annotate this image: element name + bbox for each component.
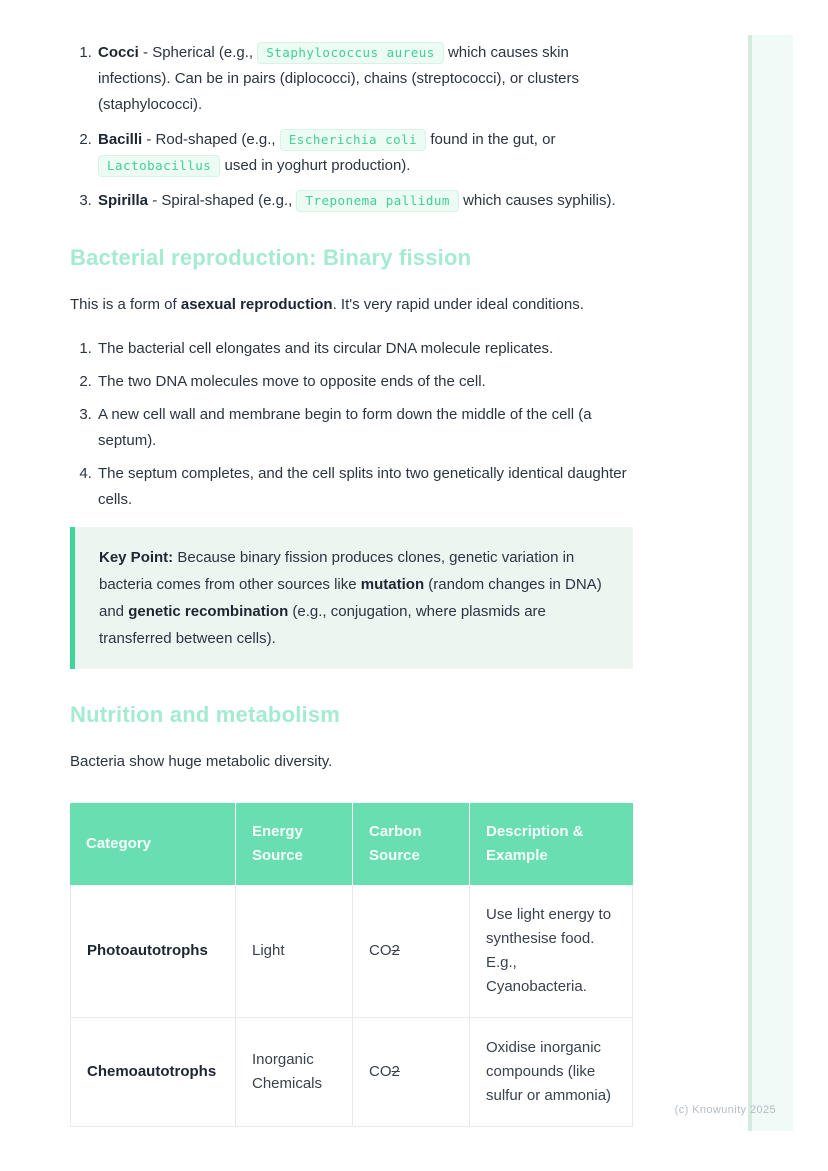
table-row <box>70 1018 633 1127</box>
binary-fission-intro: This is a form of asexual reproduction. It's very rapid under ideal conditions. <box>70 296 584 313</box>
bold-text: Chemoautotrophs <box>87 1063 217 1080</box>
bacteria-shapes-list <box>70 40 633 214</box>
strikethrough-text: 2 <box>391 1063 400 1080</box>
bold-text: asexual reproduction <box>180 296 333 313</box>
table-cell: Light <box>236 885 353 1018</box>
callout-text: Key Point: Because binary fission produces clones, genetic variation in bacteria comes from other sources like mutation (random changes in DNA) and genetic recombination (e.g., conjugation, where plasmids are transferred between cells). <box>99 549 602 647</box>
bold-text: Cocci <box>98 44 139 61</box>
list-item: 1. Cocci - Spherical (e.g., Staphylococcus aureus which causes skin infections). Can be in pairs (diplococci), chains (streptococci), or clusters (staphylococci). <box>96 40 633 118</box>
bold-text: Bacilli <box>98 131 143 148</box>
table-cell: Use light energy to synthesise food. E.g., Cyanobacteria. <box>470 885 633 1018</box>
table-header-cell: Description & Example <box>470 803 633 885</box>
inline-code-badge: Lactobacillus <box>98 155 220 177</box>
heading-nutrition-metabolism: Nutrition and metabolism <box>70 702 341 727</box>
bold-text: Spirilla <box>98 192 149 209</box>
bold-text: genetic recombination <box>128 603 289 620</box>
nutrition-intro: Bacteria show huge metabolic diversity. <box>70 753 333 770</box>
copyright-watermark: (c) Knowunity 2025 <box>674 1104 776 1116</box>
table-header-cell: Carbon Source <box>353 803 470 885</box>
inline-code-badge: Staphylococcus aureus <box>257 42 444 64</box>
table-header-cell: Category <box>70 803 236 885</box>
table-cell: CO2 <box>353 885 470 1018</box>
table-row <box>70 885 633 1018</box>
document-content <box>70 40 633 1127</box>
list-item: 3. Spirilla - Spiral-shaped (e.g., Treponema pallidum which causes syphilis). <box>96 188 633 214</box>
bold-text: Key Point: <box>99 549 174 566</box>
table-cell: Inorganic Chemicals <box>236 1018 353 1127</box>
list-item: 4. The septum completes, and the cell splits into two genetically identical daughter cells. <box>96 461 633 513</box>
list-item: 2. Bacilli - Rod-shaped (e.g., Escherichia coli found in the gut, or Lactobacillus used in yoghurt production). <box>96 127 633 179</box>
table-header-cell: Energy Source <box>236 803 353 885</box>
scroll-indicator[interactable] <box>748 35 793 1131</box>
list-item: 1. The bacterial cell elongates and its circular DNA molecule replicates. <box>96 336 633 362</box>
metabolism-table <box>70 803 633 1127</box>
bold-text: Photoautotrophs <box>87 942 208 959</box>
table-cell <box>70 1018 236 1127</box>
inline-code-badge: Escherichia coli <box>280 129 426 151</box>
bold-text: mutation <box>360 576 425 593</box>
table-header-row <box>70 803 633 885</box>
table-cell <box>70 885 236 1018</box>
key-point-callout <box>70 527 633 669</box>
table-cell: CO2 <box>353 1018 470 1127</box>
binary-fission-steps-list <box>70 336 633 513</box>
list-item: 2. The two DNA molecules move to opposite ends of the cell. <box>96 369 633 395</box>
strikethrough-text: 2 <box>391 942 400 959</box>
heading-binary-fission: Bacterial reproduction: Binary fission <box>70 245 472 270</box>
inline-code-badge: Treponema pallidum <box>296 190 458 212</box>
list-item: 3. A new cell wall and membrane begin to form down the middle of the cell (a septum). <box>96 402 633 454</box>
table-cell: Oxidise inorganic compounds (like sulfur or ammonia) <box>470 1018 633 1127</box>
